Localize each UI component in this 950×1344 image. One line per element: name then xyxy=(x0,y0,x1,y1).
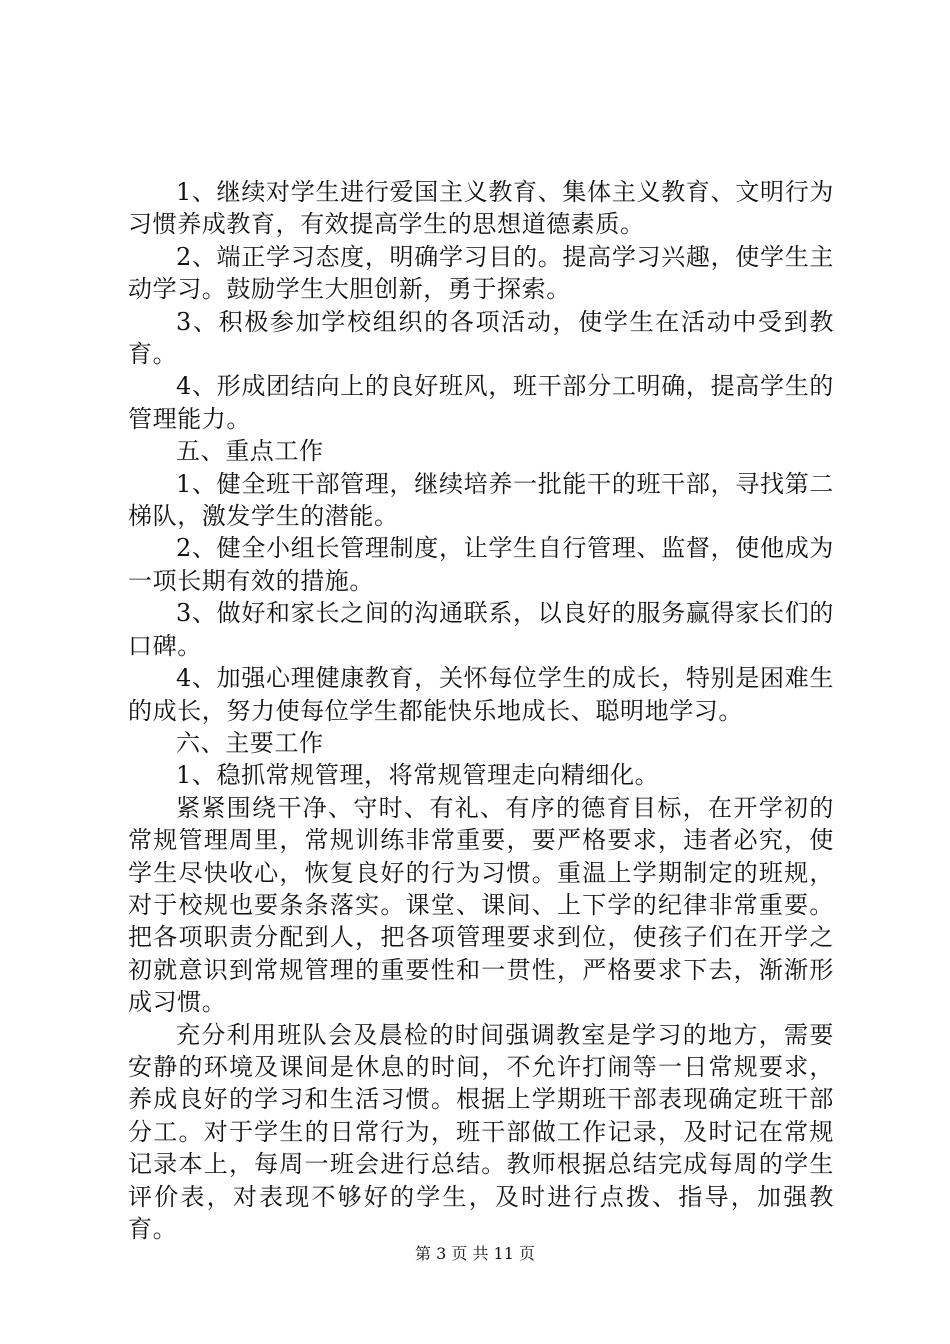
page-number-footer: 第 3 页 共 11 页 xyxy=(415,1244,535,1263)
paragraph-key-work-2: 2、健全小组长管理制度，让学生自行管理、监督，使他成为一项长期有效的措施。 xyxy=(128,534,834,595)
paragraph-key-work-3: 3、做好和家长之间的沟通联系，以良好的服务赢得家长们的口碑。 xyxy=(128,599,834,660)
paragraph-goal-3: 3、积极参加学校组织的各项活动，使学生在活动中受到教育。 xyxy=(128,307,834,369)
paragraph-goal-2: 2、端正学习态度，明确学习目的。提高学习兴趣，使学生主动学习。鼓励学生大胆创新，勇于探索。 xyxy=(128,242,834,304)
document-body xyxy=(128,176,834,1245)
section-heading-main-work: 六、主要工作 xyxy=(176,728,324,757)
paragraph-goal-4: 4、形成团结向上的良好班风，班干部分工明确，提高学生的管理能力。 xyxy=(128,372,834,433)
paragraph-key-work-4: 4、加强心理健康教育，关怀每位学生的成长，特别是困难生的成长，努力使每位学生都能快乐地成长、聪明地学习。 xyxy=(128,664,834,725)
paragraph-class-meeting: 充分利用班队会及晨检的时间强调教室是学习的地方，需要安静的环境及课间是休息的时间，不允许打闹等一日常规要求，养成良好的学习和生活习惯。根据上学期班干部表现确定班干部分工。对于学生的日常行为，班干部做工作记录，及时记在常规记录本上，每周一班会进行总结。教师根据总结完成每周的学生评价表，对表现不够好的学生，及时进行点拨、指导，加强教育。 xyxy=(128,1020,834,1243)
section-heading-key-work: 五、重点工作 xyxy=(176,437,324,466)
paragraph-goal-1: 1、继续对学生进行爱国主义教育、集体主义教育、文明行为习惯养成教育，有效提高学生的思想道德素质。 xyxy=(128,178,834,239)
paragraph-routine-management: 紧紧围绕干净、守时、有礼、有序的德育目标，在开学初的常规管理周里，常规训练非常重要，要严格要求，违者必究，使学生尽快收心，恢复良好的行为习惯。重温上学期制定的班规，对于校规也要条条落实。课堂、课间、上下学的纪律非常重要。把各项职责分配到人，把各项管理要求到位，使孩子们在开学之初就意识到常规管理的重要性和一贯性，严格要求下去，渐渐形成习惯。 xyxy=(128,793,834,1017)
paragraph-main-work-1: 1、稳抓常规管理，将常规管理走向精细化。 xyxy=(176,761,660,790)
paragraph-key-work-1: 1、健全班干部管理，继续培养一批能干的班干部，寻找第二梯队，激发学生的潜能。 xyxy=(128,469,834,531)
